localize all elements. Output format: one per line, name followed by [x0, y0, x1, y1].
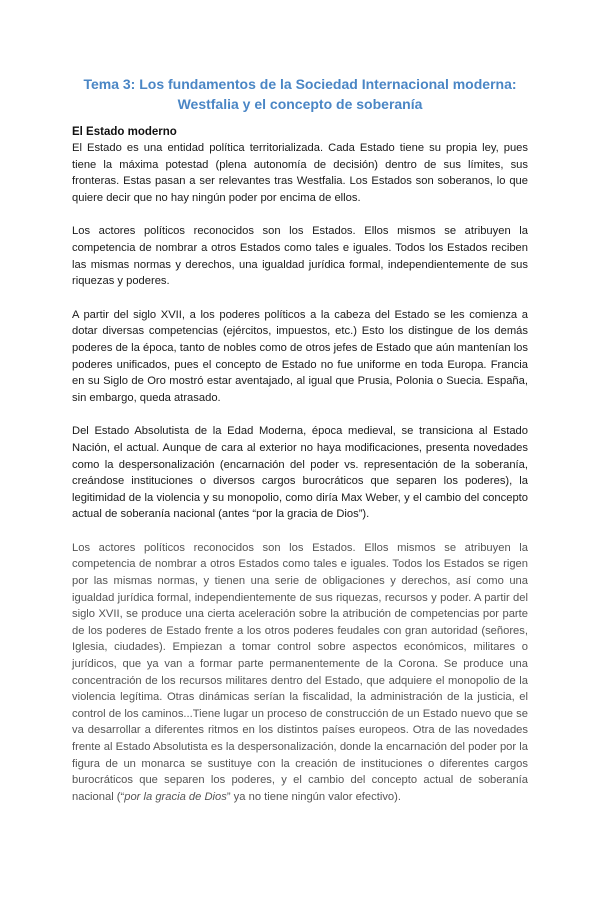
document-page: [0, 74, 600, 922]
title-line-1: Tema 3: Los fundamentos de la Sociedad Internacional moderna:: [83, 76, 517, 92]
document-title: [72, 74, 528, 114]
paragraph-5: [72, 540, 528, 806]
section-heading: El Estado moderno: [72, 126, 177, 138]
title-line-2: Westfalia y el concepto de soberanía: [177, 96, 423, 112]
paragraph-2: Los actores políticos reconocidos son los Estados. Ellos mismos se atribuyen la competencia de nombrar a otros Estados como tales e iguales. Todos los Estados reciben las mismas normas y derechos, una igualdad jurídica formal, independientemente de sus riquezas y poderes.: [72, 225, 528, 288]
paragraph-4: Del Estado Absolutista de la Edad Moderna, época medieval, se transiciona al Estado Nación, el actual. Aunque de cara al exterior no haya modificaciones, presenta novedades como la despersonalización (encarnación del poder vs. representación de la soberanía, creándose instituciones o diversos cargos burocráticos que separen los poderes), la legitimidad de la violencia y su monopolio, como diría Max Weber, y el cambio del concepto actual de soberanía nacional (antes “por la gracia de Dios”).: [72, 425, 528, 521]
paragraph-5-end: ” ya no tiene ningún valor efectivo).: [226, 790, 401, 803]
paragraph-5-main: Los actores políticos reconocidos son los Estados. Ellos mismos se atribuyen la competencia de nombrar a otros Estados como tales e iguales. Todos los Estados se rigen por las mismas normas, y tienen una serie de obligaciones y derechos, así como una igualdad jurídica formal, independientemente de sus riquezas, recursos y poder. A partir del siglo XVII, se produce una cierta aceleración sobre la atribución de competencias por parte de los poderes de Estado frente a los otros poderes feudales con gran autoridad (señores, Iglesia, ciudades). Empiezan a tomar control sobre aspectos económicos, militares o jurídicos, que ya van a formar parte permanentemente de la Corona. Se produce una concentración de los recursos militares dentro del Estado, que adquiere el monopolio de la violencia legítima. Otras dinámicas serían la fiscalidad, la administración de la justicia, el control de los caminos...Tiene lugar un proceso de construcción de un Estado nuevo que se va desarrollar a diferentes ritmos en los distintos países europeos. Otra de las novedades frente al Estado Absolutista es la despersonalización, donde la encarnación del poder por la figura de un monarca se sustituye con la creación de instituciones o diferentes cargos burocráticos que separen los poderes, y el cambio del concepto actual de soberanía nacional (“: [72, 541, 528, 803]
paragraph-1: El Estado es una entidad política territorializada. Cada Estado tiene su propia ley, pues tiene la máxima potestad (plena autonomía de decisión) dentro de sus límites, sus fronteras. Estas pasan a ser relevantes tras Westfalia. Los Estados son soberanos, lo que quiere decir que no hay ningún poder por encima de ellos.: [72, 142, 528, 204]
paragraph-3: A partir del siglo XVII, a los poderes políticos a la cabeza del Estado se les comienza a dotar diversas competencias (ejércitos, impuestos, etc.) Esto los distingue de los demás poderes de la época, tanto de nobles como de otros jefes de Estado que aún mantenían los poderes unificados, pues el concepto de Estado no fue uniforme en toda Europa. Francia en su Siglo de Oro mostró estar aventajado, al igual que Prusia, Polonia o Suecia. España, sin embargo, queda atrasado.: [72, 308, 528, 404]
paragraph-5-italic: por la gracia de Dios: [124, 790, 227, 803]
